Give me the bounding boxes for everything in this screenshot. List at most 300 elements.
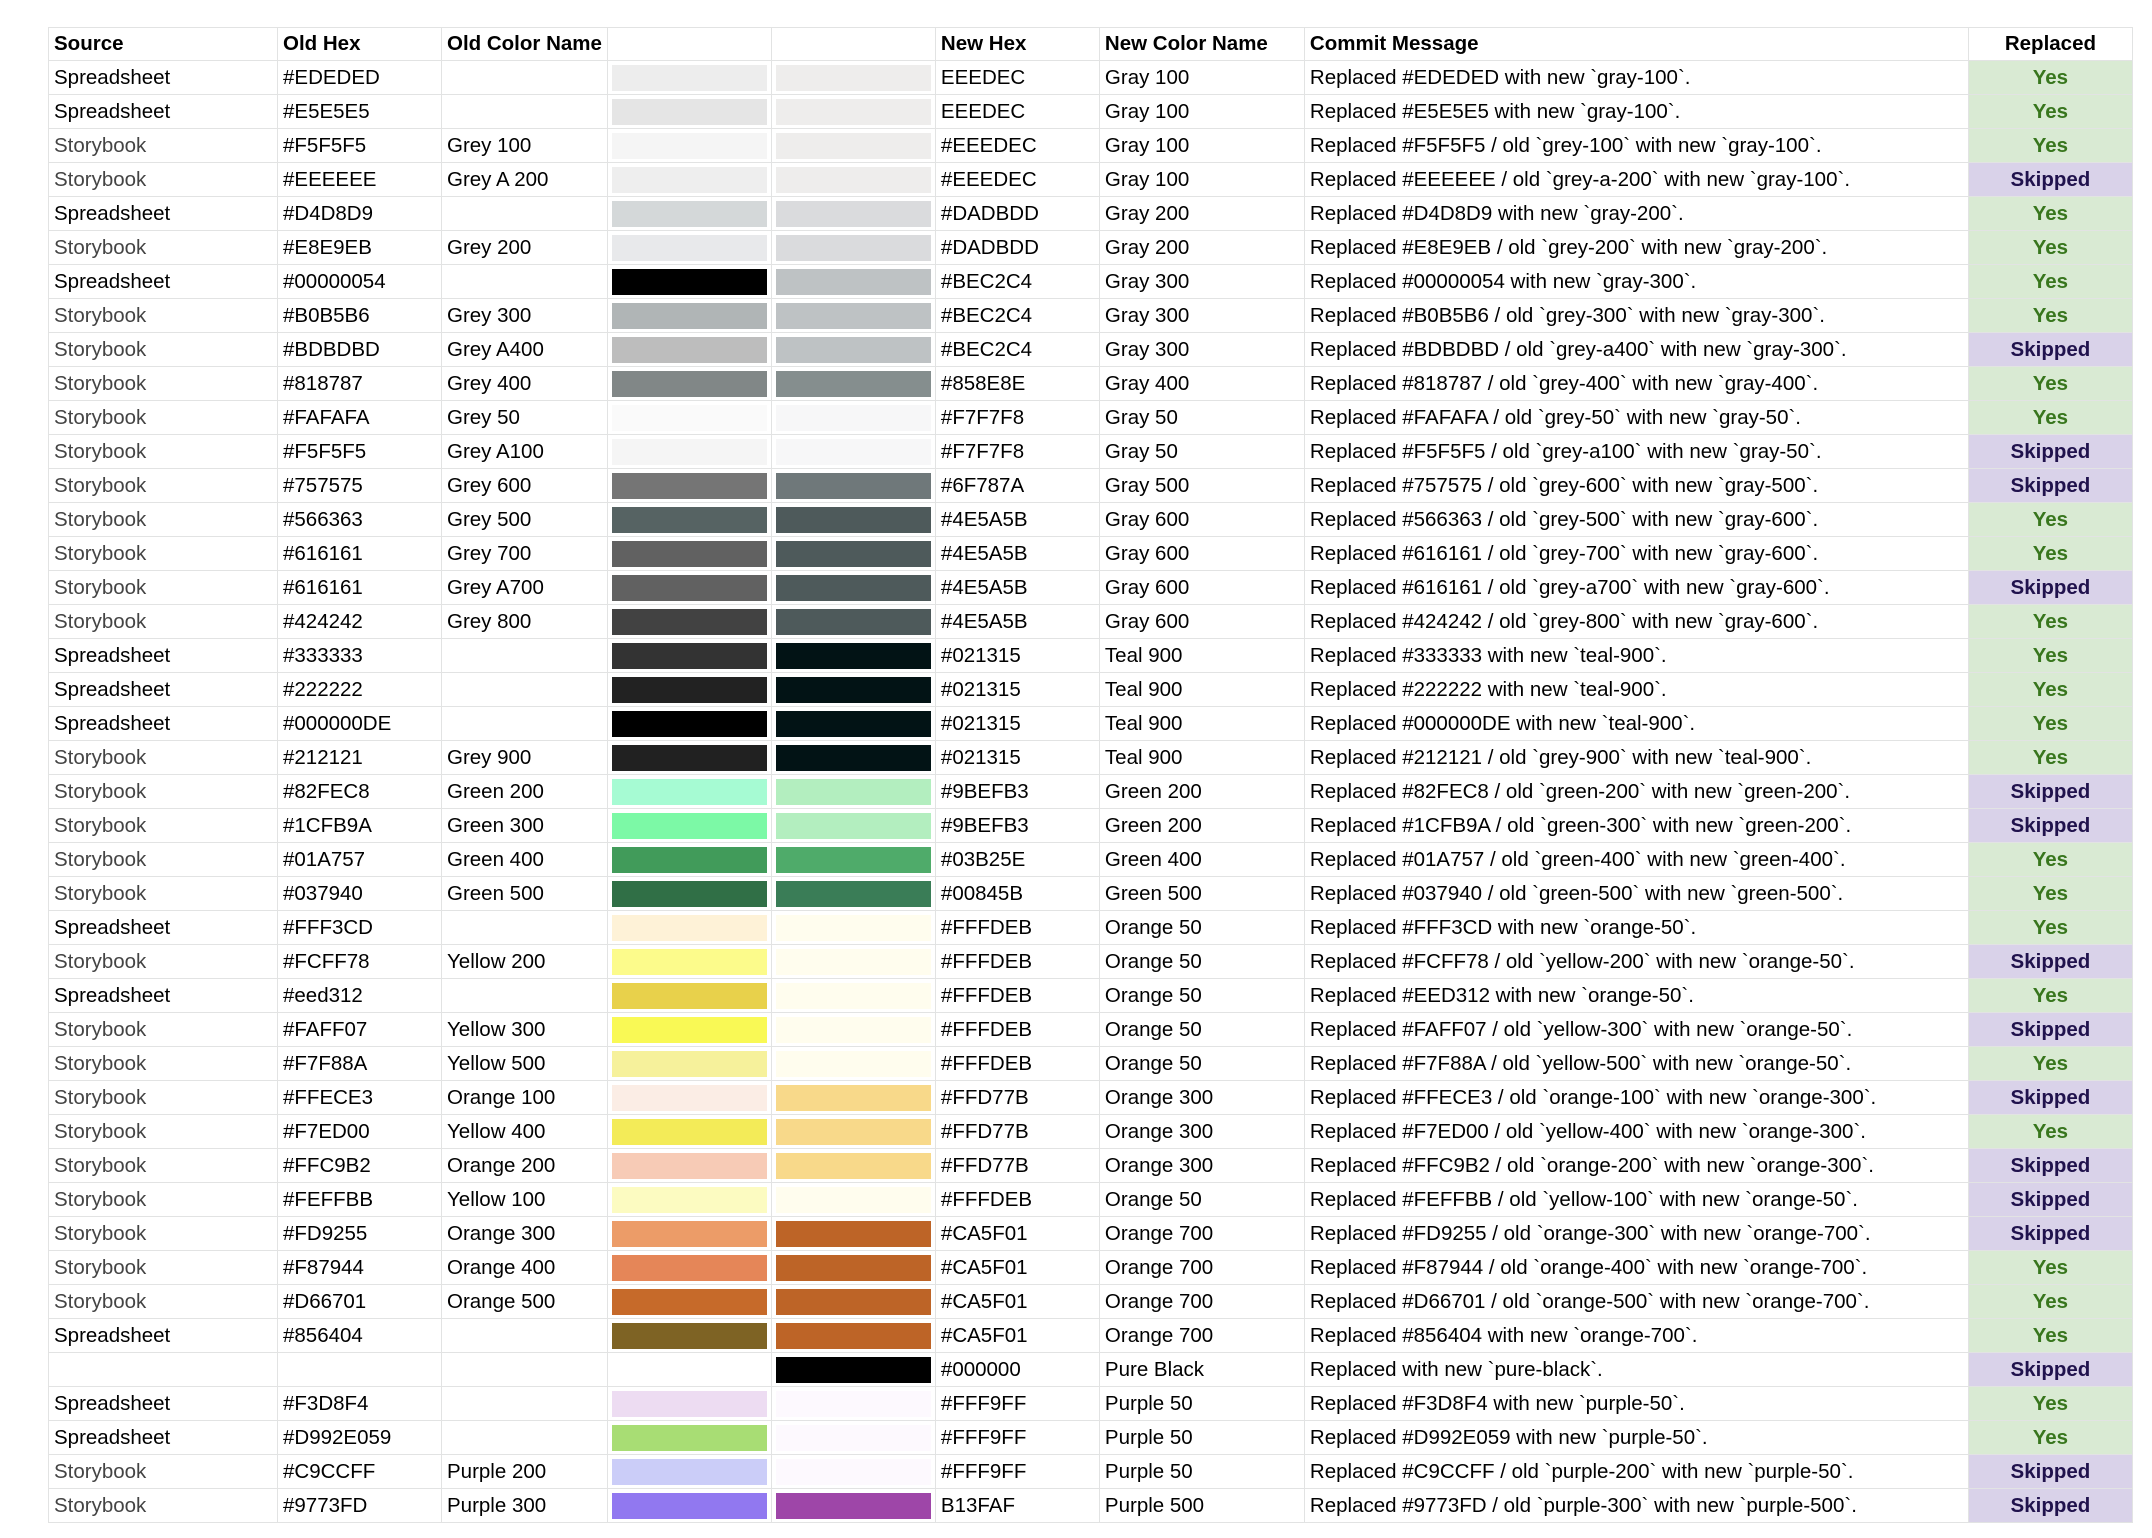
old-color-swatch-cell[interactable]: [607, 469, 771, 503]
commit-message-cell[interactable]: Replaced #FAFAFA / old `grey-50` with new `gray-50`.: [1304, 401, 1968, 435]
commit-message-cell[interactable]: Replaced #856404 with new `orange-700`.: [1304, 1319, 1968, 1353]
new-color-name-cell[interactable]: Purple 50: [1099, 1421, 1304, 1455]
header-old-swatch[interactable]: [607, 28, 771, 61]
replaced-status-badge[interactable]: Skipped: [1968, 1013, 2132, 1047]
commit-message-cell[interactable]: Replaced #212121 / old `grey-900` with new `teal-900`.: [1304, 741, 1968, 775]
commit-message-cell[interactable]: Replaced #EED312 with new `orange-50`.: [1304, 979, 1968, 1013]
new-color-swatch-cell[interactable]: [771, 673, 935, 707]
header-new-color-name[interactable]: New Color Name: [1099, 28, 1304, 61]
replaced-status-badge[interactable]: Skipped: [1968, 1353, 2132, 1387]
new-color-swatch-cell[interactable]: [771, 1421, 935, 1455]
replaced-status-badge[interactable]: Skipped: [1968, 469, 2132, 503]
source-cell[interactable]: Storybook: [49, 1047, 278, 1081]
commit-message-cell[interactable]: Replaced #757575 / old `grey-600` with new `gray-500`.: [1304, 469, 1968, 503]
source-cell[interactable]: Storybook: [49, 435, 278, 469]
commit-message-cell[interactable]: Replaced #D4D8D9 with new `gray-200`.: [1304, 197, 1968, 231]
old-color-name-cell[interactable]: [442, 1421, 608, 1455]
new-color-swatch-cell[interactable]: [771, 1285, 935, 1319]
source-cell[interactable]: Storybook: [49, 333, 278, 367]
replaced-status-badge[interactable]: Yes: [1968, 605, 2132, 639]
new-color-name-cell[interactable]: Green 200: [1099, 809, 1304, 843]
old-color-swatch-cell[interactable]: [607, 435, 771, 469]
new-color-swatch-cell[interactable]: [771, 605, 935, 639]
old-hex-cell[interactable]: #222222: [278, 673, 442, 707]
replaced-status-badge[interactable]: Yes: [1968, 95, 2132, 129]
new-color-name-cell[interactable]: Orange 50: [1099, 1047, 1304, 1081]
old-hex-cell[interactable]: [278, 1353, 442, 1387]
new-hex-cell[interactable]: #CA5F01: [935, 1319, 1099, 1353]
old-hex-cell[interactable]: #000000DE: [278, 707, 442, 741]
old-color-swatch-cell[interactable]: [607, 571, 771, 605]
replaced-status-badge[interactable]: Yes: [1968, 1387, 2132, 1421]
source-cell[interactable]: Storybook: [49, 605, 278, 639]
new-color-swatch-cell[interactable]: [771, 197, 935, 231]
old-color-name-cell[interactable]: [442, 979, 608, 1013]
new-hex-cell[interactable]: #EEEDEC: [935, 163, 1099, 197]
new-hex-cell[interactable]: #FFFDEB: [935, 1013, 1099, 1047]
replaced-status-badge[interactable]: Skipped: [1968, 775, 2132, 809]
commit-message-cell[interactable]: Replaced #FFECE3 / old `orange-100` with new `orange-300`.: [1304, 1081, 1968, 1115]
new-color-swatch-cell[interactable]: [771, 61, 935, 95]
old-color-name-cell[interactable]: [442, 197, 608, 231]
new-color-swatch-cell[interactable]: [771, 95, 935, 129]
commit-message-cell[interactable]: Replaced #FFC9B2 / old `orange-200` with new `orange-300`.: [1304, 1149, 1968, 1183]
old-color-swatch-cell[interactable]: [607, 843, 771, 877]
old-color-swatch-cell[interactable]: [607, 1251, 771, 1285]
commit-message-cell[interactable]: Replaced #F5F5F5 / old `grey-100` with new `gray-100`.: [1304, 129, 1968, 163]
old-color-swatch-cell[interactable]: [607, 1387, 771, 1421]
commit-message-cell[interactable]: Replaced #E5E5E5 with new `gray-100`.: [1304, 95, 1968, 129]
source-cell[interactable]: Storybook: [49, 367, 278, 401]
old-hex-cell[interactable]: #D992E059: [278, 1421, 442, 1455]
new-color-swatch-cell[interactable]: [771, 503, 935, 537]
source-cell[interactable]: Storybook: [49, 1285, 278, 1319]
commit-message-cell[interactable]: Replaced #00000054 with new `gray-300`.: [1304, 265, 1968, 299]
source-cell[interactable]: Storybook: [49, 401, 278, 435]
old-color-name-cell[interactable]: Yellow 100: [442, 1183, 608, 1217]
old-color-swatch-cell[interactable]: [607, 1421, 771, 1455]
old-color-name-cell[interactable]: Grey A100: [442, 435, 608, 469]
old-color-name-cell[interactable]: Yellow 400: [442, 1115, 608, 1149]
new-color-name-cell[interactable]: Gray 400: [1099, 367, 1304, 401]
new-hex-cell[interactable]: #FFFDEB: [935, 1047, 1099, 1081]
new-color-swatch-cell[interactable]: [771, 129, 935, 163]
replaced-status-badge[interactable]: Yes: [1968, 707, 2132, 741]
new-hex-cell[interactable]: #4E5A5B: [935, 571, 1099, 605]
source-cell[interactable]: Storybook: [49, 1115, 278, 1149]
old-color-name-cell[interactable]: [442, 95, 608, 129]
new-color-name-cell[interactable]: Green 500: [1099, 877, 1304, 911]
new-color-name-cell[interactable]: Teal 900: [1099, 741, 1304, 775]
replaced-status-badge[interactable]: Yes: [1968, 673, 2132, 707]
old-hex-cell[interactable]: #B0B5B6: [278, 299, 442, 333]
new-hex-cell[interactable]: #EEEDEC: [935, 129, 1099, 163]
replaced-status-badge[interactable]: Yes: [1968, 1285, 2132, 1319]
old-color-swatch-cell[interactable]: [607, 945, 771, 979]
new-color-swatch-cell[interactable]: [771, 1115, 935, 1149]
old-color-name-cell[interactable]: Grey 200: [442, 231, 608, 265]
replaced-status-badge[interactable]: Yes: [1968, 231, 2132, 265]
new-color-name-cell[interactable]: Orange 700: [1099, 1319, 1304, 1353]
old-hex-cell[interactable]: #1CFB9A: [278, 809, 442, 843]
new-hex-cell[interactable]: #FFF9FF: [935, 1455, 1099, 1489]
old-color-swatch-cell[interactable]: [607, 1353, 771, 1387]
old-hex-cell[interactable]: #FEFFBB: [278, 1183, 442, 1217]
new-color-swatch-cell[interactable]: [771, 877, 935, 911]
source-cell[interactable]: Storybook: [49, 1217, 278, 1251]
new-color-swatch-cell[interactable]: [771, 265, 935, 299]
commit-message-cell[interactable]: Replaced #F7F88A / old `yellow-500` with new `orange-50`.: [1304, 1047, 1968, 1081]
new-color-swatch-cell[interactable]: [771, 979, 935, 1013]
new-color-swatch-cell[interactable]: [771, 1319, 935, 1353]
old-color-swatch-cell[interactable]: [607, 1319, 771, 1353]
new-hex-cell[interactable]: #CA5F01: [935, 1251, 1099, 1285]
old-hex-cell[interactable]: #FFF3CD: [278, 911, 442, 945]
new-hex-cell[interactable]: #021315: [935, 707, 1099, 741]
old-color-name-cell[interactable]: [442, 61, 608, 95]
replaced-status-badge[interactable]: Skipped: [1968, 1081, 2132, 1115]
replaced-status-badge[interactable]: Skipped: [1968, 435, 2132, 469]
old-color-name-cell[interactable]: Grey 900: [442, 741, 608, 775]
old-color-swatch-cell[interactable]: [607, 1455, 771, 1489]
commit-message-cell[interactable]: Replaced #C9CCFF / old `purple-200` with new `purple-50`.: [1304, 1455, 1968, 1489]
source-cell[interactable]: Storybook: [49, 1183, 278, 1217]
new-color-name-cell[interactable]: Gray 100: [1099, 129, 1304, 163]
replaced-status-badge[interactable]: Yes: [1968, 537, 2132, 571]
old-hex-cell[interactable]: #EDEDED: [278, 61, 442, 95]
new-color-name-cell[interactable]: Purple 50: [1099, 1387, 1304, 1421]
new-hex-cell[interactable]: #021315: [935, 741, 1099, 775]
header-replaced[interactable]: Replaced: [1968, 28, 2132, 61]
old-color-swatch-cell[interactable]: [607, 333, 771, 367]
replaced-status-badge[interactable]: Yes: [1968, 401, 2132, 435]
old-color-name-cell[interactable]: Grey 100: [442, 129, 608, 163]
old-color-swatch-cell[interactable]: [607, 639, 771, 673]
new-color-name-cell[interactable]: Gray 50: [1099, 401, 1304, 435]
new-color-name-cell[interactable]: Gray 200: [1099, 231, 1304, 265]
new-color-name-cell[interactable]: Orange 50: [1099, 1183, 1304, 1217]
new-color-name-cell[interactable]: Orange 50: [1099, 945, 1304, 979]
source-cell[interactable]: Storybook: [49, 1251, 278, 1285]
old-color-swatch-cell[interactable]: [607, 707, 771, 741]
old-hex-cell[interactable]: #212121: [278, 741, 442, 775]
old-hex-cell[interactable]: #C9CCFF: [278, 1455, 442, 1489]
old-hex-cell[interactable]: #F5F5F5: [278, 129, 442, 163]
source-cell[interactable]: Storybook: [49, 231, 278, 265]
replaced-status-badge[interactable]: Yes: [1968, 1319, 2132, 1353]
old-color-name-cell[interactable]: Yellow 500: [442, 1047, 608, 1081]
old-color-swatch-cell[interactable]: [607, 537, 771, 571]
new-hex-cell[interactable]: #FFD77B: [935, 1081, 1099, 1115]
old-color-name-cell[interactable]: Green 200: [442, 775, 608, 809]
old-color-swatch-cell[interactable]: [607, 1489, 771, 1523]
new-color-name-cell[interactable]: Purple 500: [1099, 1489, 1304, 1523]
new-hex-cell[interactable]: EEEDEC: [935, 61, 1099, 95]
new-hex-cell[interactable]: #6F787A: [935, 469, 1099, 503]
source-cell[interactable]: Spreadsheet: [49, 265, 278, 299]
source-cell[interactable]: Storybook: [49, 945, 278, 979]
commit-message-cell[interactable]: Replaced #EEEEEE / old `grey-a-200` with new `gray-100`.: [1304, 163, 1968, 197]
old-hex-cell[interactable]: #FCFF78: [278, 945, 442, 979]
replaced-status-badge[interactable]: Skipped: [1968, 1149, 2132, 1183]
commit-message-cell[interactable]: Replaced #424242 / old `grey-800` with new `gray-600`.: [1304, 605, 1968, 639]
replaced-status-badge[interactable]: Yes: [1968, 1115, 2132, 1149]
old-color-swatch-cell[interactable]: [607, 979, 771, 1013]
new-hex-cell[interactable]: #BEC2C4: [935, 333, 1099, 367]
old-color-swatch-cell[interactable]: [607, 1081, 771, 1115]
old-color-name-cell[interactable]: Grey A400: [442, 333, 608, 367]
new-color-swatch-cell[interactable]: [771, 1081, 935, 1115]
commit-message-cell[interactable]: Replaced #B0B5B6 / old `grey-300` with new `gray-300`.: [1304, 299, 1968, 333]
new-hex-cell[interactable]: #000000: [935, 1353, 1099, 1387]
source-cell[interactable]: Spreadsheet: [49, 61, 278, 95]
header-old-hex[interactable]: Old Hex: [278, 28, 442, 61]
source-cell[interactable]: Storybook: [49, 537, 278, 571]
commit-message-cell[interactable]: Replaced #E8E9EB / old `grey-200` with new `gray-200`.: [1304, 231, 1968, 265]
new-color-swatch-cell[interactable]: [771, 1251, 935, 1285]
source-cell[interactable]: Storybook: [49, 299, 278, 333]
new-color-swatch-cell[interactable]: [771, 741, 935, 775]
commit-message-cell[interactable]: Replaced #F5F5F5 / old `grey-a100` with new `gray-50`.: [1304, 435, 1968, 469]
new-color-swatch-cell[interactable]: [771, 707, 935, 741]
old-color-swatch-cell[interactable]: [607, 265, 771, 299]
source-cell[interactable]: Storybook: [49, 163, 278, 197]
new-hex-cell[interactable]: #DADBDD: [935, 197, 1099, 231]
new-color-swatch-cell[interactable]: [771, 435, 935, 469]
new-color-name-cell[interactable]: Teal 900: [1099, 707, 1304, 741]
new-color-name-cell[interactable]: Gray 200: [1099, 197, 1304, 231]
old-hex-cell[interactable]: #616161: [278, 571, 442, 605]
old-hex-cell[interactable]: #856404: [278, 1319, 442, 1353]
new-color-swatch-cell[interactable]: [771, 537, 935, 571]
old-color-swatch-cell[interactable]: [607, 911, 771, 945]
old-color-name-cell[interactable]: Orange 500: [442, 1285, 608, 1319]
new-hex-cell[interactable]: #BEC2C4: [935, 265, 1099, 299]
old-hex-cell[interactable]: #D4D8D9: [278, 197, 442, 231]
old-color-name-cell[interactable]: Grey A 200: [442, 163, 608, 197]
new-color-name-cell[interactable]: Green 400: [1099, 843, 1304, 877]
new-color-name-cell[interactable]: Purple 50: [1099, 1455, 1304, 1489]
new-color-name-cell[interactable]: Orange 700: [1099, 1285, 1304, 1319]
source-cell[interactable]: Spreadsheet: [49, 911, 278, 945]
old-hex-cell[interactable]: #BDBDBD: [278, 333, 442, 367]
commit-message-cell[interactable]: Replaced #FCFF78 / old `yellow-200` with new `orange-50`.: [1304, 945, 1968, 979]
old-hex-cell[interactable]: #818787: [278, 367, 442, 401]
commit-message-cell[interactable]: Replaced #FEFFBB / old `yellow-100` with new `orange-50`.: [1304, 1183, 1968, 1217]
old-color-name-cell[interactable]: Yellow 300: [442, 1013, 608, 1047]
replaced-status-badge[interactable]: Skipped: [1968, 809, 2132, 843]
new-color-name-cell[interactable]: Gray 300: [1099, 299, 1304, 333]
new-color-name-cell[interactable]: Gray 600: [1099, 503, 1304, 537]
replaced-status-badge[interactable]: Yes: [1968, 197, 2132, 231]
old-color-swatch-cell[interactable]: [607, 877, 771, 911]
old-color-swatch-cell[interactable]: [607, 1047, 771, 1081]
old-color-name-cell[interactable]: Green 300: [442, 809, 608, 843]
new-hex-cell[interactable]: #FFD77B: [935, 1149, 1099, 1183]
replaced-status-badge[interactable]: Skipped: [1968, 333, 2132, 367]
replaced-status-badge[interactable]: Skipped: [1968, 1183, 2132, 1217]
new-color-swatch-cell[interactable]: [771, 809, 935, 843]
old-hex-cell[interactable]: #9773FD: [278, 1489, 442, 1523]
old-hex-cell[interactable]: #616161: [278, 537, 442, 571]
header-new-swatch[interactable]: [771, 28, 935, 61]
new-hex-cell[interactable]: #BEC2C4: [935, 299, 1099, 333]
source-cell[interactable]: Storybook: [49, 503, 278, 537]
replaced-status-badge[interactable]: Skipped: [1968, 945, 2132, 979]
new-hex-cell[interactable]: B13FAF: [935, 1489, 1099, 1523]
new-color-swatch-cell[interactable]: [771, 163, 935, 197]
new-hex-cell[interactable]: #858E8E: [935, 367, 1099, 401]
commit-message-cell[interactable]: Replaced #EDEDED with new `gray-100`.: [1304, 61, 1968, 95]
old-hex-cell[interactable]: #eed312: [278, 979, 442, 1013]
new-hex-cell[interactable]: #021315: [935, 639, 1099, 673]
replaced-status-badge[interactable]: Yes: [1968, 1251, 2132, 1285]
source-cell[interactable]: Spreadsheet: [49, 707, 278, 741]
old-hex-cell[interactable]: #FFC9B2: [278, 1149, 442, 1183]
old-color-name-cell[interactable]: Purple 300: [442, 1489, 608, 1523]
old-hex-cell[interactable]: #00000054: [278, 265, 442, 299]
old-hex-cell[interactable]: #424242: [278, 605, 442, 639]
new-color-name-cell[interactable]: Teal 900: [1099, 673, 1304, 707]
source-cell[interactable]: Storybook: [49, 843, 278, 877]
new-color-name-cell[interactable]: Orange 50: [1099, 979, 1304, 1013]
old-hex-cell[interactable]: #037940: [278, 877, 442, 911]
new-hex-cell[interactable]: #4E5A5B: [935, 537, 1099, 571]
new-color-name-cell[interactable]: Orange 50: [1099, 911, 1304, 945]
new-hex-cell[interactable]: #FFFDEB: [935, 945, 1099, 979]
old-hex-cell[interactable]: #E5E5E5: [278, 95, 442, 129]
new-hex-cell[interactable]: #FFFDEB: [935, 1183, 1099, 1217]
old-color-name-cell[interactable]: Grey 600: [442, 469, 608, 503]
old-color-swatch-cell[interactable]: [607, 741, 771, 775]
old-color-name-cell[interactable]: [442, 1319, 608, 1353]
source-cell[interactable]: Storybook: [49, 129, 278, 163]
old-hex-cell[interactable]: #F87944: [278, 1251, 442, 1285]
new-color-swatch-cell[interactable]: [771, 1047, 935, 1081]
new-color-swatch-cell[interactable]: [771, 1217, 935, 1251]
old-color-swatch-cell[interactable]: [607, 1183, 771, 1217]
old-color-swatch-cell[interactable]: [607, 1115, 771, 1149]
new-color-name-cell[interactable]: Gray 600: [1099, 537, 1304, 571]
replaced-status-badge[interactable]: Yes: [1968, 503, 2132, 537]
commit-message-cell[interactable]: Replaced #01A757 / old `green-400` with new `green-400`.: [1304, 843, 1968, 877]
source-cell[interactable]: Spreadsheet: [49, 1387, 278, 1421]
new-color-name-cell[interactable]: Gray 300: [1099, 333, 1304, 367]
old-hex-cell[interactable]: #EEEEEE: [278, 163, 442, 197]
commit-message-cell[interactable]: Replaced #9773FD / old `purple-300` with new `purple-500`.: [1304, 1489, 1968, 1523]
new-color-name-cell[interactable]: Gray 600: [1099, 605, 1304, 639]
old-color-name-cell[interactable]: Grey 500: [442, 503, 608, 537]
new-hex-cell[interactable]: #F7F7F8: [935, 401, 1099, 435]
replaced-status-badge[interactable]: Yes: [1968, 1421, 2132, 1455]
old-hex-cell[interactable]: #FAFAFA: [278, 401, 442, 435]
replaced-status-badge[interactable]: Yes: [1968, 877, 2132, 911]
commit-message-cell[interactable]: Replaced #D992E059 with new `purple-50`.: [1304, 1421, 1968, 1455]
source-cell[interactable]: Storybook: [49, 571, 278, 605]
old-color-name-cell[interactable]: Grey 400: [442, 367, 608, 401]
replaced-status-badge[interactable]: Yes: [1968, 911, 2132, 945]
commit-message-cell[interactable]: Replaced #566363 / old `grey-500` with new `gray-600`.: [1304, 503, 1968, 537]
old-color-name-cell[interactable]: Orange 300: [442, 1217, 608, 1251]
old-color-name-cell[interactable]: Grey 300: [442, 299, 608, 333]
new-color-swatch-cell[interactable]: [771, 639, 935, 673]
source-cell[interactable]: Storybook: [49, 1455, 278, 1489]
old-color-swatch-cell[interactable]: [607, 605, 771, 639]
old-color-swatch-cell[interactable]: [607, 197, 771, 231]
commit-message-cell[interactable]: Replaced #82FEC8 / old `green-200` with new `green-200`.: [1304, 775, 1968, 809]
old-color-name-cell[interactable]: Green 400: [442, 843, 608, 877]
old-hex-cell[interactable]: #FD9255: [278, 1217, 442, 1251]
commit-message-cell[interactable]: Replaced #818787 / old `grey-400` with new `gray-400`.: [1304, 367, 1968, 401]
old-color-swatch-cell[interactable]: [607, 129, 771, 163]
new-color-swatch-cell[interactable]: [771, 469, 935, 503]
old-color-name-cell[interactable]: [442, 673, 608, 707]
old-color-name-cell[interactable]: Purple 200: [442, 1455, 608, 1489]
new-hex-cell[interactable]: #4E5A5B: [935, 605, 1099, 639]
old-hex-cell[interactable]: #E8E9EB: [278, 231, 442, 265]
new-hex-cell[interactable]: #021315: [935, 673, 1099, 707]
replaced-status-badge[interactable]: Skipped: [1968, 1217, 2132, 1251]
commit-message-cell[interactable]: Replaced #333333 with new `teal-900`.: [1304, 639, 1968, 673]
old-color-name-cell[interactable]: Orange 400: [442, 1251, 608, 1285]
old-hex-cell[interactable]: #757575: [278, 469, 442, 503]
old-hex-cell[interactable]: #D66701: [278, 1285, 442, 1319]
new-color-swatch-cell[interactable]: [771, 231, 935, 265]
commit-message-cell[interactable]: Replaced #FAFF07 / old `yellow-300` with new `orange-50`.: [1304, 1013, 1968, 1047]
commit-message-cell[interactable]: Replaced #F87944 / old `orange-400` with new `orange-700`.: [1304, 1251, 1968, 1285]
commit-message-cell[interactable]: Replaced #1CFB9A / old `green-300` with new `green-200`.: [1304, 809, 1968, 843]
old-hex-cell[interactable]: #F5F5F5: [278, 435, 442, 469]
new-hex-cell[interactable]: #F7F7F8: [935, 435, 1099, 469]
new-color-swatch-cell[interactable]: [771, 367, 935, 401]
replaced-status-badge[interactable]: Skipped: [1968, 163, 2132, 197]
old-hex-cell[interactable]: #01A757: [278, 843, 442, 877]
old-color-name-cell[interactable]: [442, 639, 608, 673]
old-hex-cell[interactable]: #FFECE3: [278, 1081, 442, 1115]
source-cell[interactable]: Storybook: [49, 469, 278, 503]
source-cell[interactable]: Storybook: [49, 877, 278, 911]
source-cell[interactable]: Storybook: [49, 741, 278, 775]
new-hex-cell[interactable]: #FFF9FF: [935, 1387, 1099, 1421]
commit-message-cell[interactable]: Replaced #F3D8F4 with new `purple-50`.: [1304, 1387, 1968, 1421]
new-color-swatch-cell[interactable]: [771, 1455, 935, 1489]
replaced-status-badge[interactable]: Skipped: [1968, 1455, 2132, 1489]
old-color-swatch-cell[interactable]: [607, 503, 771, 537]
new-color-swatch-cell[interactable]: [771, 1149, 935, 1183]
new-color-name-cell[interactable]: Gray 100: [1099, 61, 1304, 95]
source-cell[interactable]: Storybook: [49, 1013, 278, 1047]
replaced-status-badge[interactable]: Yes: [1968, 1047, 2132, 1081]
new-color-swatch-cell[interactable]: [771, 571, 935, 605]
header-new-hex[interactable]: New Hex: [935, 28, 1099, 61]
old-color-swatch-cell[interactable]: [607, 809, 771, 843]
new-color-name-cell[interactable]: Gray 600: [1099, 571, 1304, 605]
source-cell[interactable]: Spreadsheet: [49, 639, 278, 673]
source-cell[interactable]: Spreadsheet: [49, 979, 278, 1013]
new-color-name-cell[interactable]: Gray 100: [1099, 95, 1304, 129]
old-hex-cell[interactable]: #566363: [278, 503, 442, 537]
source-cell[interactable]: Storybook: [49, 1489, 278, 1523]
new-color-swatch-cell[interactable]: [771, 775, 935, 809]
commit-message-cell[interactable]: Replaced #000000DE with new `teal-900`.: [1304, 707, 1968, 741]
replaced-status-badge[interactable]: Yes: [1968, 299, 2132, 333]
replaced-status-badge[interactable]: Yes: [1968, 367, 2132, 401]
new-color-swatch-cell[interactable]: [771, 843, 935, 877]
commit-message-cell[interactable]: Replaced #037940 / old `green-500` with new `green-500`.: [1304, 877, 1968, 911]
new-color-name-cell[interactable]: Gray 100: [1099, 163, 1304, 197]
header-old-color-name[interactable]: Old Color Name: [442, 28, 608, 61]
old-color-swatch-cell[interactable]: [607, 1285, 771, 1319]
